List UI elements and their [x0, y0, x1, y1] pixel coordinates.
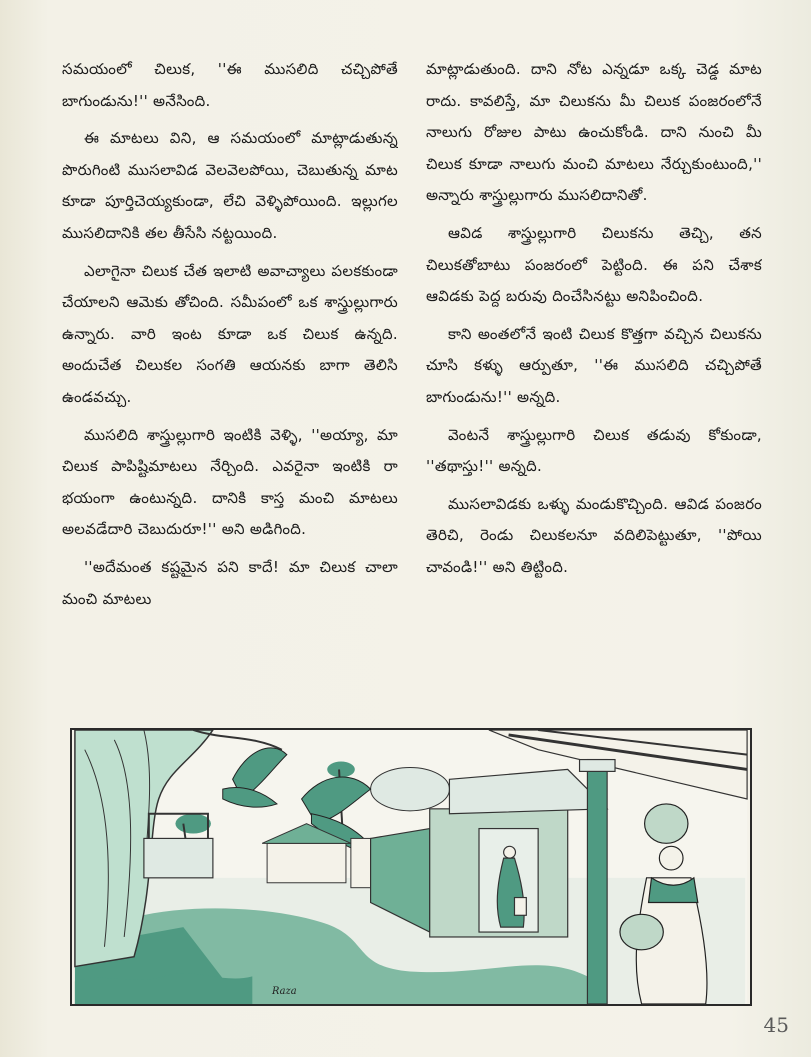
paragraph: ఆవిడ శాస్త్రుల్లుగారి చిలుకను తెచ్చి, తన చిలుకతోబాటు పంజరంలో పెట్టింది. ఈ పని చేశాక ఆవిడకు పెద్ద బరువు దించేసినట్టు అనిపించింది.: [426, 223, 762, 306]
story-illustration: [70, 728, 752, 1006]
village-scene-drawing: [72, 730, 750, 1004]
page-number: 45: [763, 1013, 789, 1037]
paragraph: సమయంలో చిలుక, ''ఈ ముసలిది చచ్చిపోతే బాగుండును!'' అనేసింది.: [62, 60, 398, 110]
story-text: [62, 54, 762, 714]
paragraph: ఎలాగైనా చిలుక చేత ఇలాటి అవాచ్యాలు పలకకుండా చేయాలని ఆమెకు తోచింది. సమీపంలో ఒక శాస్త్రుల్లుగారు ఉన్నారు. వారి ఇంట కూడా ఒక చిలుక ఉన్నది. అందుచేత చిలుకల సంగతి ఆయనకు బాగా తెలిసి ఉండవచ్చు.: [62, 261, 398, 406]
paragraph: ముసలావిడకు ఒళ్ళు మండుకొచ్చింది. ఆవిడ పంజరం తెరిచి, రెండు చిలుకలనూ వదిలిపెట్టుతూ, ''పోయి చావండి!'' అని తిట్టింది.: [426, 494, 762, 576]
paragraph: కాని అంతలోనే ఇంటి చిలుక కొత్తగా వచ్చిన చిలుకను చూసి కళ్ళు ఆర్పుతూ, ''ఈ ముసలిది చచ్చిపోతే బాగుండును!'' అన్నది.: [426, 324, 762, 406]
paragraph: ఈ మాటలు విని, ఆ సమయంలో మాట్లాడుతున్న పొరుగింటి ముసలావిడ వెలవెలపోయి, చెబుతున్న మాట కూడా పూర్తిచెయ్యకుండా, లేచి వెళ్ళిపోయింది. ఇల్లుగల ముసలిదానికి తల తీసేసి నట్టయింది.: [62, 129, 398, 242]
paragraph: వెంటనే శాస్త్రుల్లుగారి చిలుక తడువు కోకుండా, ''తథాస్తు!'' అన్నది.: [426, 425, 762, 476]
doorway: [479, 829, 538, 932]
left-column: [62, 54, 398, 714]
right-column: [426, 54, 762, 714]
paragraph: ముసలిది శాస్త్రుల్లుగారి ఇంటికి వెళ్ళి, ''అయ్యా, మా చిలుక పాపిష్టిమాటలు నేర్చింది. ఎవరైనా ఇంటికి రా భయంగా ఉంటున్నది. దానికి కాస్త మంచి మాటలు అలవడేదారి చెబుదురూ!'' అని అడిగింది.: [62, 425, 398, 539]
paragraph: మాట్లాడుతుంది. దాని నోట ఎన్నడూ ఒక్క చెడ్డ మాట రాదు. కావలిస్తే, మా చిలుకను మీ చిలుక పంజరంలోనే నాలుగు రోజుల పాటు ఉంచుకోండి. దాని నుంచి మీ చిలుక కూడా నాలుగు మంచి మాటలు నేర్చుకుంటుంది,'' అన్నారు శాస్త్రుల్లుగారు ముసలిదానితో.: [426, 60, 762, 205]
paragraph: ''అదేమంత కష్టమైన పని కాదే! మా చిలుక చాలా మంచి మాటలు: [62, 557, 398, 608]
artist-signature: Raza: [272, 986, 297, 998]
